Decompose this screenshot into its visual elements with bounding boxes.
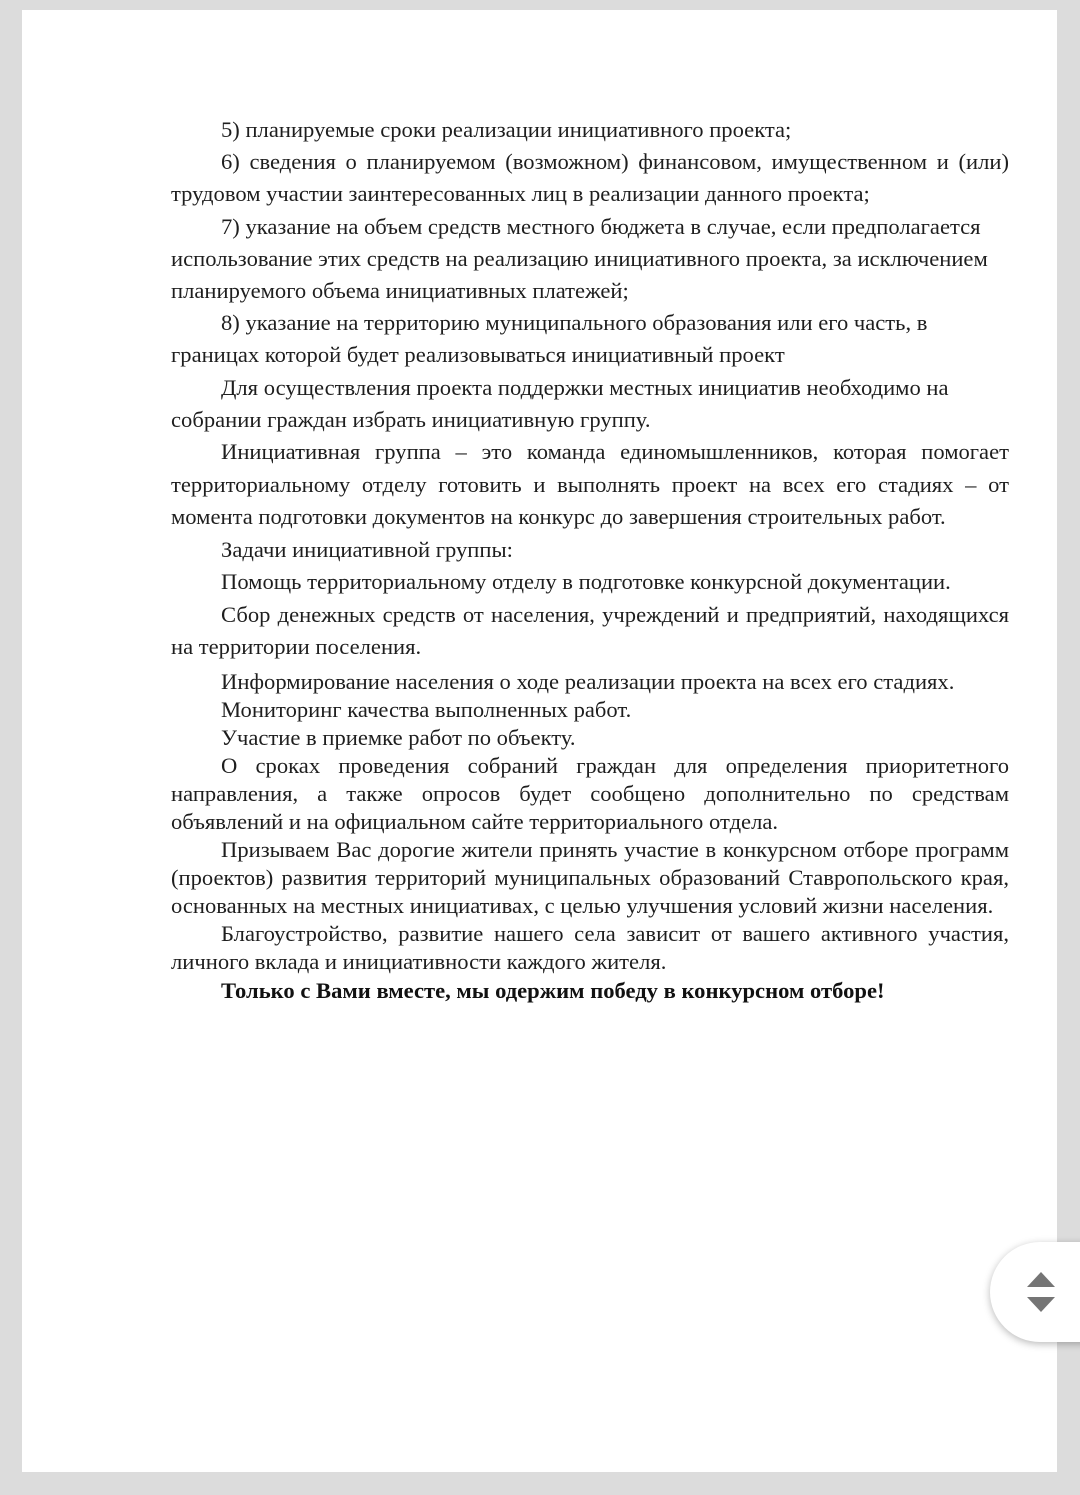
paragraph-task-inform: Информирование населения о ходе реализации проекта на всех его стадиях.: [221, 668, 955, 694]
paragraph-task-acceptance: Участие в приемке работ по объекту.: [221, 724, 576, 750]
triangle-down-icon[interactable]: [1027, 1297, 1055, 1312]
paragraph-improvement: Благоустройство, развитие нашего села зависит от вашего активного участия, личного вклада и инициативности каждого жителя.: [171, 921, 1009, 975]
paragraph-tasks-heading: Задачи инициативной группы:: [221, 536, 513, 562]
page-scroll-control[interactable]: [990, 1242, 1080, 1342]
paragraph-initiative-group: Для осуществления проекта поддержки местных инициатив необходимо на собрании граждан избрать инициативную группу.: [171, 374, 949, 432]
paragraph-item-6: 6) сведения о планируемом (возможном) финансовом, имущественном и (или) трудовом участии заинтересованных лиц в реализации данного проекта;: [171, 149, 1009, 207]
paragraph-call-to-action: Призываем Вас дорогие жители принять участие в конкурсном отборе программ (проектов) развития территорий муниципальных образований Ставропольского края, основанных на местных инициативах, с целью улучшения условий жизни населения.: [171, 837, 1009, 919]
closing-section: [171, 668, 1009, 1005]
paragraph-slogan: Только с Вами вместе, мы одержим победу в конкурсном отборе!: [221, 977, 885, 1003]
paragraph-item-7: 7) указание на объем средств местного бюджета в случае, если предполагается использование этих средств на реализацию инициативного проекта, за исключением планируемого объема инициативных платежей;: [171, 213, 988, 304]
paragraph-group-definition: Инициативная группа – это команда единомышленников, которая помогает территориальному отделу готовить и выполнять проект на всех его стадиях – от момента подготовки документов на конкурс до завершения строительных работ.: [171, 439, 1009, 530]
triangle-up-icon[interactable]: [1027, 1272, 1055, 1287]
document-body: [171, 114, 1009, 1005]
paragraph-task-help: Помощь территориальному отделу в подготовке конкурсной документации.: [221, 569, 951, 595]
paragraph-item-5: 5) планируемые сроки реализации инициативного проекта;: [221, 117, 792, 142]
paragraph-item-8: 8) указание на территорию муниципального образования или его часть, в границах которой будет реализовываться инициативный проект: [171, 310, 928, 368]
paragraph-task-funds: Сбор денежных средств от населения, учреждений и предприятий, находящихся на территории поселения.: [171, 601, 1009, 660]
paragraph-meetings: О сроках проведения собраний граждан для определения приоритетного направления, а также опросов будет сообщено дополнительно по средствам объявлений и на официальном сайте территориального отдела.: [171, 752, 1009, 834]
paragraph-task-monitoring: Мониторинг качества выполненных работ.: [221, 696, 632, 722]
list-section: [171, 114, 1009, 436]
group-section: [171, 436, 1009, 664]
document-page: [22, 10, 1057, 1472]
